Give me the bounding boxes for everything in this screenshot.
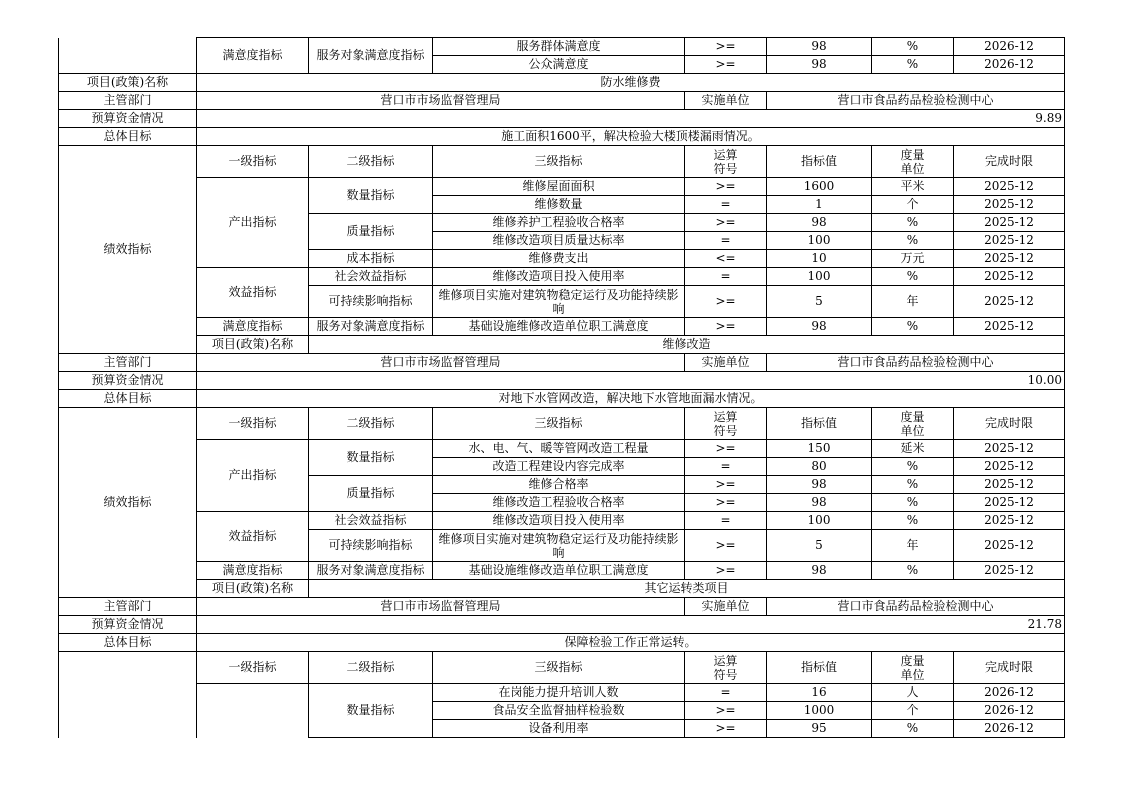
header-deadline: 完成时限 (954, 146, 1065, 178)
value-cell: 98 (767, 562, 872, 580)
operator-cell: >= (685, 38, 767, 56)
deadline-cell: 2025-12 (954, 214, 1065, 232)
table-row (59, 318, 1065, 336)
satisfaction-indicator-cell: 满意度指标 (197, 38, 309, 74)
value-cell: 100 (767, 232, 872, 250)
level3-cell: 维修数量 (433, 196, 685, 214)
operator-cell: >= (685, 178, 767, 196)
level3-cell: 维修改造工程验收合格率 (433, 494, 685, 512)
value-cell: 98 (767, 476, 872, 494)
header-deadline: 完成时限 (954, 408, 1065, 440)
value-cell: 10 (767, 250, 872, 268)
project-name-value: 其它运转类项目 (309, 580, 1065, 598)
goal-row (59, 634, 1065, 652)
header-lvl2: 二级指标 (309, 652, 433, 684)
level3-cell: 维修养护工程验收合格率 (433, 214, 685, 232)
deadline-cell: 2025-12 (954, 286, 1065, 318)
value-cell: 100 (767, 512, 872, 530)
goal-row (59, 128, 1065, 146)
header-lvl1: 一级指标 (197, 146, 309, 178)
header-lvl3: 三级指标 (433, 146, 685, 178)
operator-cell: = (685, 232, 767, 250)
header-op: 运算符号 (685, 408, 767, 440)
level3-cell: 维修改造项目质量达标率 (433, 232, 685, 250)
project-name-row (59, 580, 1065, 598)
value-cell: 100 (767, 268, 872, 286)
value-cell: 1000 (767, 702, 872, 720)
header-unit: 度量单位 (872, 408, 954, 440)
operator-cell: >= (685, 286, 767, 318)
operator-cell: >= (685, 702, 767, 720)
table-row (59, 268, 1065, 286)
value-cell: 1 (767, 196, 872, 214)
value-cell: 1600 (767, 178, 872, 196)
sustain-indicator-cell: 可持续影响指标 (309, 530, 433, 562)
level3-cell: 设备利用率 (433, 720, 685, 738)
unit-cell: 个 (872, 196, 954, 214)
level3-cell: 维修费支出 (433, 250, 685, 268)
unit-cell: % (872, 494, 954, 512)
operator-cell: >= (685, 720, 767, 738)
header-value: 指标值 (767, 408, 872, 440)
unit-cell: 万元 (872, 250, 954, 268)
budget-value: 10.00 (197, 372, 1065, 390)
budget-label: 预算资金情况 (59, 110, 197, 128)
department-row (59, 598, 1065, 616)
quality-indicator-cell: 质量指标 (309, 476, 433, 512)
implementer-value: 营口市食品药品检验检测中心 (767, 92, 1065, 110)
department-label: 主管部门 (59, 598, 197, 616)
unit-cell: 人 (872, 684, 954, 702)
performance-table-sheet (58, 37, 1064, 738)
satisfaction-indicator-cell: 满意度指标 (197, 318, 309, 336)
table-row (59, 512, 1065, 530)
budget-row (59, 372, 1065, 390)
department-row (59, 92, 1065, 110)
perf-label: 绩效指标 (59, 408, 197, 598)
budget-value: 21.78 (197, 616, 1065, 634)
operator-cell: = (685, 458, 767, 476)
operator-cell: >= (685, 562, 767, 580)
implementer-label: 实施单位 (685, 354, 767, 372)
deadline-cell: 2025-12 (954, 318, 1065, 336)
header-unit: 度量单位 (872, 652, 954, 684)
level3-cell: 公众满意度 (433, 56, 685, 74)
operator-cell: >= (685, 494, 767, 512)
blank-cell (197, 684, 309, 738)
deadline-cell: 2025-12 (954, 476, 1065, 494)
level3-cell: 基础设施维修改造单位职工满意度 (433, 318, 685, 336)
benefit-indicator-cell: 效益指标 (197, 268, 309, 318)
deadline-cell: 2026-12 (954, 702, 1065, 720)
operator-cell: = (685, 512, 767, 530)
perf-label: 绩效指标 (59, 146, 197, 354)
header-lvl2: 二级指标 (309, 408, 433, 440)
deadline-cell: 2026-12 (954, 38, 1065, 56)
table-row (59, 178, 1065, 196)
header-lvl1: 一级指标 (197, 408, 309, 440)
project-name-value: 维修改造 (309, 336, 1065, 354)
implementer-value: 营口市食品药品检验检测中心 (767, 354, 1065, 372)
deadline-cell: 2026-12 (954, 720, 1065, 738)
deadline-cell: 2025-12 (954, 268, 1065, 286)
table-row (59, 440, 1065, 458)
level3-cell: 改造工程建设内容完成率 (433, 458, 685, 476)
level3-cell: 基础设施维修改造单位职工满意度 (433, 562, 685, 580)
header-op: 运算符号 (685, 146, 767, 178)
operator-cell: = (685, 268, 767, 286)
blank-cell (59, 652, 197, 738)
operator-cell: >= (685, 318, 767, 336)
project-name-label: 项目(政策)名称 (197, 336, 309, 354)
satisfaction-indicator-cell: 满意度指标 (197, 562, 309, 580)
quality-indicator-cell: 质量指标 (309, 214, 433, 250)
value-cell: 98 (767, 318, 872, 336)
department-label: 主管部门 (59, 354, 197, 372)
deadline-cell: 2025-12 (954, 232, 1065, 250)
header-row (59, 146, 1065, 178)
unit-cell: % (872, 476, 954, 494)
department-value: 营口市市场监督管理局 (197, 92, 685, 110)
deadline-cell: 2025-12 (954, 512, 1065, 530)
level3-cell: 维修项目实施对建筑物稳定运行及功能持续影响 (433, 286, 685, 318)
budget-value: 9.89 (197, 110, 1065, 128)
header-value: 指标值 (767, 652, 872, 684)
goal-value: 施工面积1600平，解决检验大楼顶楼漏雨情况。 (197, 128, 1065, 146)
budget-label: 预算资金情况 (59, 372, 197, 390)
unit-cell: % (872, 720, 954, 738)
header-lvl3: 三级指标 (433, 652, 685, 684)
implementer-label: 实施单位 (685, 92, 767, 110)
header-row (59, 652, 1065, 684)
level3-cell: 水、电、气、暖等管网改造工程量 (433, 440, 685, 458)
department-label: 主管部门 (59, 92, 197, 110)
value-cell: 98 (767, 494, 872, 512)
unit-cell: % (872, 38, 954, 56)
unit-cell: % (872, 268, 954, 286)
quantity-indicator-cell: 数量指标 (309, 684, 433, 738)
deadline-cell: 2025-12 (954, 494, 1065, 512)
value-cell: 5 (767, 530, 872, 562)
deadline-cell: 2025-12 (954, 178, 1065, 196)
quantity-indicator-cell: 数量指标 (309, 178, 433, 214)
value-cell: 98 (767, 214, 872, 232)
project-name-label: 项目(政策)名称 (197, 580, 309, 598)
operator-cell: >= (685, 440, 767, 458)
quantity-indicator-cell: 数量指标 (309, 440, 433, 476)
department-value: 营口市市场监督管理局 (197, 598, 685, 616)
deadline-cell: 2025-12 (954, 458, 1065, 476)
value-cell: 95 (767, 720, 872, 738)
unit-cell: % (872, 562, 954, 580)
deadline-cell: 2025-12 (954, 196, 1065, 214)
service-satisfaction-cell: 服务对象满意度指标 (309, 38, 433, 74)
operator-cell: = (685, 684, 767, 702)
level3-cell: 维修合格率 (433, 476, 685, 494)
operator-cell: = (685, 196, 767, 214)
unit-cell: % (872, 512, 954, 530)
project-name-value: 防水维修费 (197, 74, 1065, 92)
operator-cell: >= (685, 530, 767, 562)
implementer-value: 营口市食品药品检验检测中心 (767, 598, 1065, 616)
budget-row (59, 110, 1065, 128)
blank-cell (59, 38, 197, 74)
operator-cell: >= (685, 214, 767, 232)
deadline-cell: 2025-12 (954, 440, 1065, 458)
operator-cell: >= (685, 476, 767, 494)
budget-row (59, 616, 1065, 634)
table-row (59, 684, 1065, 702)
header-op: 运算符号 (685, 652, 767, 684)
goal-label: 总体目标 (59, 634, 197, 652)
unit-cell: % (872, 318, 954, 336)
header-lvl3: 三级指标 (433, 408, 685, 440)
sustain-indicator-cell: 可持续影响指标 (309, 286, 433, 318)
unit-cell: 年 (872, 530, 954, 562)
value-cell: 98 (767, 38, 872, 56)
social-benefit-cell: 社会效益指标 (309, 512, 433, 530)
deadline-cell: 2026-12 (954, 56, 1065, 74)
deadline-cell: 2025-12 (954, 562, 1065, 580)
performance-table (58, 37, 1065, 738)
unit-cell: 个 (872, 702, 954, 720)
unit-cell: 延米 (872, 440, 954, 458)
service-satisfaction-cell: 服务对象满意度指标 (309, 562, 433, 580)
goal-row (59, 390, 1065, 408)
project-name-row (59, 74, 1065, 92)
level3-cell: 维修项目实施对建筑物稳定运行及功能持续影响 (433, 530, 685, 562)
implementer-label: 实施单位 (685, 598, 767, 616)
value-cell: 98 (767, 56, 872, 74)
goal-value: 对地下水管网改造，解决地下水管地面漏水情况。 (197, 390, 1065, 408)
deadline-cell: 2025-12 (954, 530, 1065, 562)
header-value: 指标值 (767, 146, 872, 178)
header-lvl2: 二级指标 (309, 146, 433, 178)
unit-cell: % (872, 56, 954, 74)
unit-cell: % (872, 232, 954, 250)
goal-label: 总体目标 (59, 390, 197, 408)
level3-cell: 维修屋面面积 (433, 178, 685, 196)
deadline-cell: 2026-12 (954, 684, 1065, 702)
output-indicator-cell: 产出指标 (197, 440, 309, 512)
service-satisfaction-cell: 服务对象满意度指标 (309, 318, 433, 336)
value-cell: 16 (767, 684, 872, 702)
header-lvl1: 一级指标 (197, 652, 309, 684)
goal-value: 保障检验工作正常运转。 (197, 634, 1065, 652)
header-unit: 度量单位 (872, 146, 954, 178)
level3-cell: 服务群体满意度 (433, 38, 685, 56)
goal-label: 总体目标 (59, 128, 197, 146)
benefit-indicator-cell: 效益指标 (197, 512, 309, 562)
project-name-row (59, 336, 1065, 354)
operator-cell: <= (685, 250, 767, 268)
social-benefit-cell: 社会效益指标 (309, 268, 433, 286)
value-cell: 80 (767, 458, 872, 476)
level3-cell: 维修改造项目投入使用率 (433, 512, 685, 530)
header-row (59, 408, 1065, 440)
table-row (59, 562, 1065, 580)
level3-cell: 在岗能力提升培训人数 (433, 684, 685, 702)
department-row (59, 354, 1065, 372)
value-cell: 5 (767, 286, 872, 318)
unit-cell: % (872, 214, 954, 232)
output-indicator-cell: 产出指标 (197, 178, 309, 268)
cost-indicator-cell: 成本指标 (309, 250, 433, 268)
department-value: 营口市市场监督管理局 (197, 354, 685, 372)
budget-label: 预算资金情况 (59, 616, 197, 634)
unit-cell: 平米 (872, 178, 954, 196)
level3-cell: 食品安全监督抽样检验数 (433, 702, 685, 720)
operator-cell: >= (685, 56, 767, 74)
deadline-cell: 2025-12 (954, 250, 1065, 268)
level3-cell: 维修改造项目投入使用率 (433, 268, 685, 286)
unit-cell: 年 (872, 286, 954, 318)
project-name-label: 项目(政策)名称 (59, 74, 197, 92)
unit-cell: % (872, 458, 954, 476)
table-row (59, 38, 1065, 56)
header-deadline: 完成时限 (954, 652, 1065, 684)
value-cell: 150 (767, 440, 872, 458)
